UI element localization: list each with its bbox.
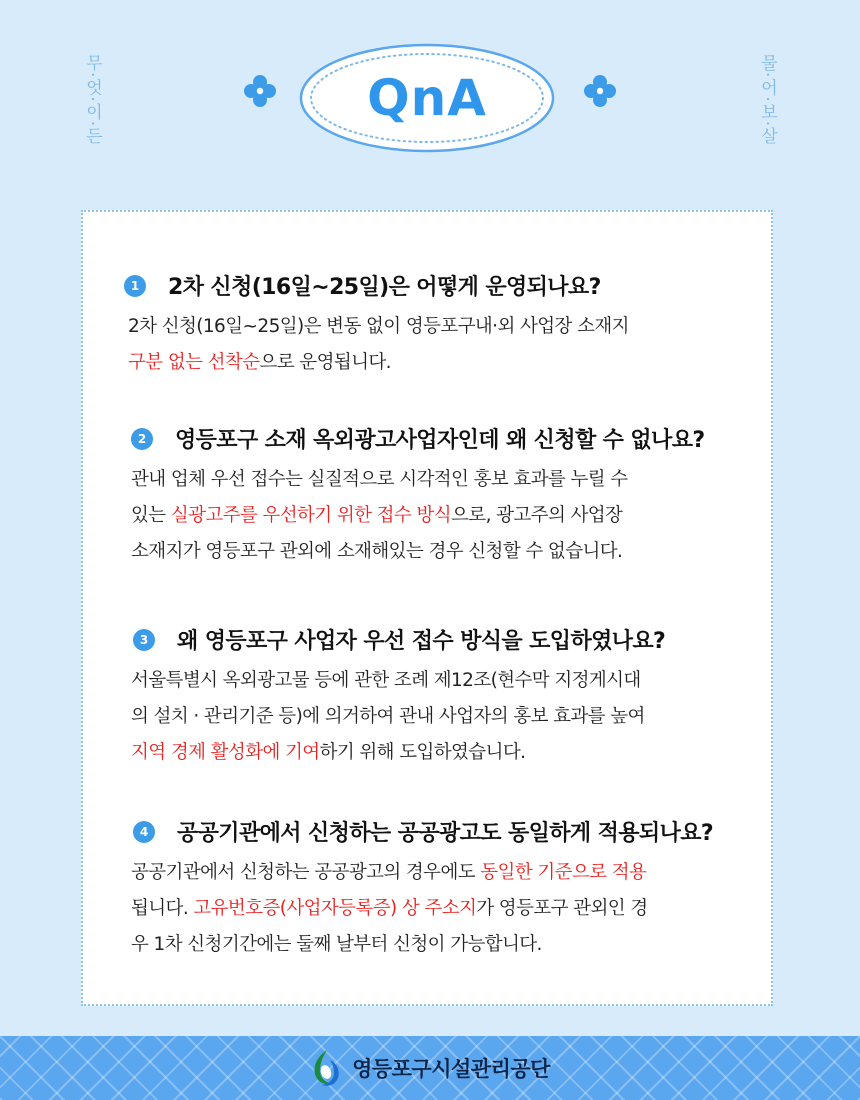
answer-line: [128, 345, 629, 381]
answer-line: [131, 534, 705, 570]
question-number-badge: 4: [133, 821, 155, 843]
question-text: 2차 신청(16일~25일)은 어떻게 운영되나요?: [168, 275, 601, 300]
footer-band: [0, 1036, 860, 1100]
answer-2: [131, 462, 705, 570]
answer-text: 서울특별시 옥외광고물 등에 관한 조례 제12조(현수막 지정게시대: [131, 670, 641, 691]
answer-text: 공공기관에서 신청하는 공공광고의 경우에도: [131, 862, 481, 883]
question-1: [124, 270, 629, 301]
answer-3: [131, 663, 665, 771]
answer-line: [131, 735, 665, 771]
qa-item-4: [133, 816, 713, 963]
question-3: [133, 624, 665, 655]
highlighted-text: 동일한 기준으로 적용: [480, 862, 647, 883]
question-text: 영등포구 소재 옥외광고사업자인데 왜 신청할 수 없나요?: [175, 428, 705, 453]
answer-text: 으로, 광고주의 사업장: [451, 505, 623, 526]
clover-right-icon: [583, 74, 617, 108]
highlighted-text: 실광고주를 우선하기 위한 접수 방식: [170, 505, 452, 526]
answer-text: 2차 신청(16일~25일)은 변동 없이 영등포구내·외 사업장 소재지: [128, 316, 629, 337]
answer-4: [131, 855, 713, 963]
answer-text: 으로 운영됩니다.: [259, 352, 391, 373]
answer-text: 의 설치 · 관리기준 등)에 의거하여 관내 사업자의 홍보 효과를 높여: [131, 706, 645, 727]
page-title: QnA: [367, 69, 487, 127]
answer-line: [131, 927, 713, 963]
leaf-swirl-logo-icon: [310, 1048, 344, 1088]
answer-text: 우 1차 신청기간에는 둘째 날부터 신청이 가능합니다.: [131, 934, 542, 955]
answer-line: [131, 699, 665, 735]
highlighted-text: 구분 없는 선착순: [128, 352, 260, 373]
organization-name: 영등포구시설관리공단: [352, 1057, 550, 1081]
question-number-badge: 3: [133, 629, 155, 651]
answer-1: [128, 309, 629, 381]
qa-item-3: [133, 624, 665, 771]
question-4: [133, 816, 713, 847]
answer-text: 하기 위해 도입하였습니다.: [319, 742, 526, 763]
side-caption-right: 물·어·보·살: [757, 54, 777, 146]
answer-text: 가 영등포구 관외인 경: [476, 898, 648, 919]
answer-text: 관내 업체 우선 접수는 실질적으로 시각적인 홍보 효과를 누릴 수: [131, 469, 628, 490]
qna-card: [81, 210, 773, 1006]
answer-text: 소재지가 영등포구 관외에 소재해있는 경우 신청할 수 없습니다.: [131, 541, 623, 562]
answer-line: [131, 462, 705, 498]
highlighted-text: 지역 경제 활성화에 기여: [131, 742, 320, 763]
question-number-badge: 1: [124, 275, 146, 297]
answer-line: [131, 891, 713, 927]
answer-text: 있는: [131, 505, 171, 526]
qa-item-2: [131, 423, 705, 570]
side-caption-left: 무·엇·이·든: [82, 54, 102, 146]
qa-item-1: [124, 270, 629, 381]
question-2: [131, 423, 705, 454]
answer-line: [131, 855, 713, 891]
answer-line: [128, 309, 629, 345]
answer-text: 됩니다.: [131, 898, 194, 919]
highlighted-text: 고유번호증(사업자등록증) 상 주소지: [193, 898, 477, 919]
question-text: 왜 영등포구 사업자 우선 접수 방식을 도입하였나요?: [177, 629, 666, 654]
question-number-badge: 2: [131, 428, 153, 450]
clover-left-icon: [243, 74, 277, 108]
answer-line: [131, 498, 705, 534]
question-text: 공공기관에서 신청하는 공공광고도 동일하게 적용되나요?: [177, 821, 714, 846]
answer-line: [131, 663, 665, 699]
